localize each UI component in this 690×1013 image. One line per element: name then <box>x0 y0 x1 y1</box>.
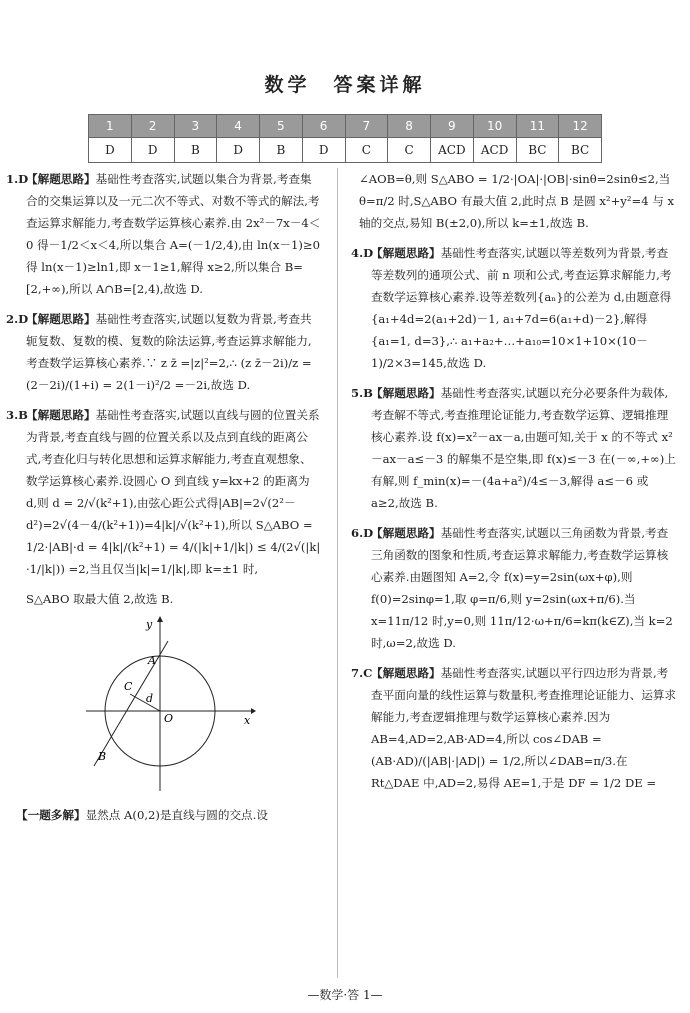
item-text: 基础性考查落实,试题以集合为背景,考查集合的交集运算以及一元二次不等式、对数不等式的解法,考查运算求解能力,考查数学运算核心素养.由 2x²－7x－4＜0 得－1/2＜x＜4,所以集合 A=(－1/2,4),由 ln(x－1)≥0 得 ln(x－1)≥ln1,即 x－1≥1,解得 x≥2,所以集合 B=[2,+∞),所以 A∩B=[2,4),故选 D. <box>26 172 321 296</box>
solution-item-4 <box>345 242 683 374</box>
origin-o-label: O <box>164 712 174 725</box>
solution-item-1 <box>0 168 326 300</box>
item-text: 基础性考查落实,试题以平行四边形为背景,考查平面向量的线性运算与数量积,考查推理论证能力、运算求解能力,考查逻辑推理与数学运算核心素养.因为 AB=4,AD=2,AB·AD=4,所以 cos∠DAB = (AB·AD)/(|AB|·|AD|) = 1/2,所以∠DAB=π/3.在 Rt△DAE 中,AD=2,易得 AE=1,于是 DF = 1/2 DE = <box>371 666 677 790</box>
solution-item-3 <box>0 404 326 580</box>
item-tag: 【解题思路】 <box>371 386 441 400</box>
answer-cell: C <box>388 138 431 163</box>
answer-table-header-row <box>89 115 602 138</box>
item-tag: 【解题思路】 <box>26 172 96 186</box>
question-number: 11 <box>516 115 559 138</box>
y-axis-arrow <box>157 616 163 622</box>
item-number: 5.B <box>351 386 373 400</box>
point-b-label: B <box>98 750 107 763</box>
distance-d-label: d <box>146 692 154 705</box>
item-number: 4.D <box>351 246 374 260</box>
answer-cell: D <box>217 138 260 163</box>
point-c-label: C <box>124 680 133 693</box>
item-number: 6.D <box>351 526 374 540</box>
solution-item-2 <box>0 308 326 396</box>
question-number: 5 <box>260 115 303 138</box>
page-title: 数学 答案详解 <box>264 74 426 96</box>
point-a-label: A <box>148 654 156 667</box>
answer-cell: ACD <box>431 138 474 163</box>
distance-segment <box>130 694 160 711</box>
answer-cell: D <box>131 138 174 163</box>
answer-cell: B <box>174 138 217 163</box>
y-axis-label: y <box>146 618 153 631</box>
circle-line-figure <box>86 616 256 791</box>
alternative-solution-continued: ∠AOB=θ,则 S△ABO = 1/2·|OA|·|OB|·sinθ=2sinθ≤2,当 θ=π/2 时,S△ABO 有最大值 2,此时点 B 是圆 x²+y²=4 与 x 轴的交点,易知 B(±2,0),所以 k=±1,故选 B. <box>359 172 675 230</box>
item-tag: 【解题思路】 <box>371 666 441 680</box>
x-axis-label: x <box>244 714 251 727</box>
item-number: 3.B <box>6 408 28 422</box>
item-tag: 【解题思路】 <box>26 312 96 326</box>
item-tag: 【解题思路】 <box>371 526 441 540</box>
question-number: 7 <box>345 115 388 138</box>
answer-cell: D <box>89 138 132 163</box>
item-tag: 【解题思路】 <box>26 408 96 422</box>
solution-item-7 <box>345 662 683 794</box>
solution-item-6 <box>345 522 683 654</box>
answer-table <box>88 114 602 163</box>
alternative-solution <box>0 804 326 826</box>
item-number: 7.C <box>351 666 373 680</box>
column-divider <box>337 168 338 978</box>
question-number: 12 <box>559 115 602 138</box>
question-number: 4 <box>217 115 260 138</box>
answer-cell: BC <box>559 138 602 163</box>
question-number: 9 <box>431 115 474 138</box>
question-number: 10 <box>473 115 516 138</box>
question-number: 6 <box>302 115 345 138</box>
right-column <box>345 168 683 802</box>
item-tag: 【解题思路】 <box>371 246 441 260</box>
answer-cell: C <box>345 138 388 163</box>
item-text: 基础性考查落实,试题以充分必要条件为载体,考查解不等式,考查推理论证能力,考查数学运算、逻辑推理核心素养.设 f(x)=x²－ax－a,由题可知,关于 x 的不等式 x²－ax－a≤－3 的解集不是空集,即 f(x)≤－3 在(－∞,+∞)上有解,则 f_min(x)=－(4a+a²)/4≤－3,解得 a≤－6 或 a≥2,故选 B. <box>371 386 676 510</box>
item-text: 基础性考查落实,试题以复数为背景,考查共轭复数、复数的模、复数的除法运算,考查运算求解能力,考查数学运算核心素养.∵ z z̄ =|z|²=2,∴ (z z̄－2i)/z = (2－2i)/(1+i) = 2(1－i)²/2 =－2i,故选 D. <box>26 312 312 392</box>
answer-table-answer-row <box>89 138 602 163</box>
question-number: 1 <box>89 115 132 138</box>
answer-cell: D <box>302 138 345 163</box>
answer-cell: B <box>260 138 303 163</box>
item-text: 基础性考查落实,试题以等差数列为背景,考查等差数列的通项公式、前 n 项和公式,考查运算求解能力,考查数学运算核心素养.设等差数列{aₙ}的公差为 d,由题意得 {a₁+4d=2(a₁+2d)－1, a₁+7d=6(a₁+d)－2},解得 {a₁=1, d=3},∴ a₁+a₂+…+a₁₀=10×1+10×(10－1)/2×3=145,故选 D. <box>371 246 672 370</box>
question-number: 2 <box>131 115 174 138</box>
extra-text: 显然点 A(0,2)是直线与圆的交点.设 <box>85 808 268 822</box>
item-number: 2.D <box>6 312 29 326</box>
item-text: 基础性考查落实,试题以三角函数为背景,考查三角函数的图象和性质,考查运算求解能力,考查数学运算核心素养.由题图知 A=2,令 f(x)=y=2sin(ωx+φ),则 f(0)=2sinφ=1,取 φ=π/6,则 y=2sin(ωx+π/6).当 x=11π/12 时,y=0,则 11π/12·ω+π/6=kπ(k∈Z),当 k=2 时,ω=2,故选 D. <box>371 526 673 650</box>
solution-item-5 <box>345 382 683 514</box>
question-number: 3 <box>174 115 217 138</box>
left-column <box>0 168 326 826</box>
item-number: 1.D <box>6 172 29 186</box>
item-text: 基础性考查落实,试题以直线与圆的位置关系为背景,考查直线与圆的位置关系以及点到直线的距离公式,考查化归与转化思想和运算求解能力,考查直观想象、数学运算核心素养.设圆心 O 到直线 y=kx+2 的距离为 d,则 d = 2/√(k²+1),由弦心距公式得|AB|=2√(2²－d²)=2√(4－4/(k²+1))=4|k|/√(k²+1),所以 S△ABO = 1/2·|AB|·d = 4|k|/(k²+1) = 4/(|k|+1/|k|) ≤ 4/(2√(|k|·1/|k|)) =2,当且仅当|k|=1/|k|,即 k=±1 时, <box>26 408 321 576</box>
x-axis-arrow <box>251 708 256 714</box>
page-footer: —数学·答 1— <box>307 988 383 1002</box>
extra-tag: 【一题多解】 <box>16 808 86 822</box>
item-3-conclusion: S△ABO 取最大值 2,故选 B. <box>26 592 174 606</box>
answer-cell: BC <box>516 138 559 163</box>
question-number: 8 <box>388 115 431 138</box>
answer-cell: ACD <box>473 138 516 163</box>
